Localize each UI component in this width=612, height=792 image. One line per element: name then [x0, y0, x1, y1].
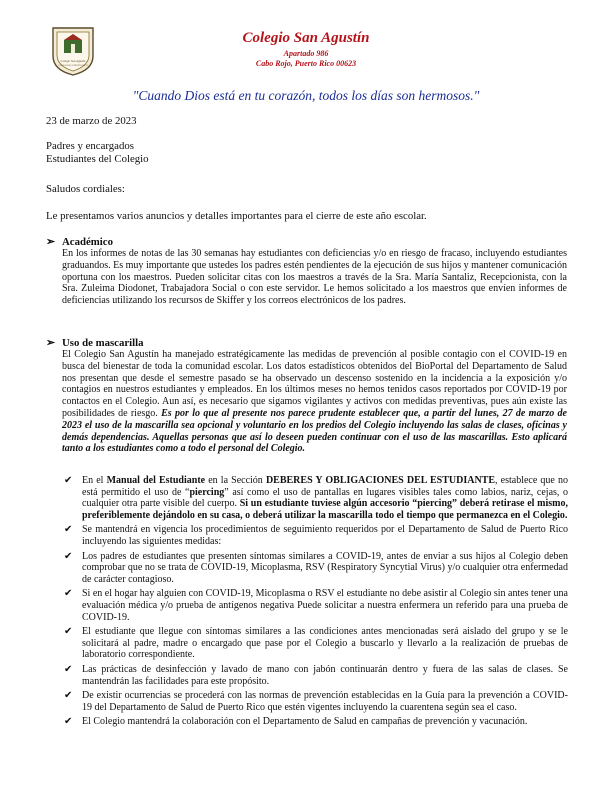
- measures-checklist: [62, 475, 568, 731]
- list-item: ✔ De existir ocurrencias se procederá con las normas de prevención establecidas en la Guía para la prevención a COVID-19 del Departamento de Salud de Puerto Rico que estén vigentes incluyendo la cuarentena según sea el caso.: [64, 690, 568, 713]
- list-item: ✔ Se mantendrá en vigencia los procedimientos de seguimiento requeridos por el Departamento de Salud de Puerto Rico incluyendo las siguientes medidas:: [64, 524, 568, 547]
- greeting: Saludos cordiales:: [46, 183, 125, 195]
- list-item: ✔ El Colegio mantendrá la colaboración con el Departamento de Salud en campañas de prevención y vacunación.: [64, 716, 528, 728]
- school-motto: "Cuando Dios está en tu corazón, todos los días son hermosos.": [132, 88, 480, 103]
- intro-text: Le presentamos varios anuncios y detalles importantes para el cierre de este año escolar.: [46, 210, 427, 222]
- checkmark-icon: ✔: [64, 663, 73, 675]
- list-item: ✔ Las prácticas de desinfección y lavado de mano con jabón continuarán dentro y fuera de las salas de clases. Se mantendrán las facilidades para este propósito.: [64, 663, 568, 687]
- mascarilla-body-plain: El Colegio San Agustín ha manejado estratégicamente las medidas de prevención al posible contagio con el COVID-19 en busca del bienestar de toda la comunidad escolar. Los datos estadísticos obtenidos del BioPortal del Departamento de Salud nos presentan que desde el semestre pasado se ha observado un descenso sostenido en la incidencia a la exposición y/o contagios en nuestros estudiantes y empleados. En los últimos meses no hemos tenidos casos reportados por COVID-19 por contactos en el Colegio. Aun así, es necesario que sigamos vigilantes y activos con medidas preventivas, pues aún existe las posibilidades de riesgo.: [62, 349, 567, 419]
- address-line-1: Apartado 986: [283, 49, 329, 58]
- checkmark-icon: ✔: [64, 550, 73, 562]
- section-mascarilla-title: Uso de mascarilla: [62, 337, 144, 349]
- list-item: ✔ El estudiante que llegue con síntomas similares a las condiciones antes mencionadas será aislado del grupo y se le solicitará al padre, madre o encargado que pase por el Colegio a buscarlo y llevarlo a la realización de pruebas de laboratorio correspondiente.: [64, 626, 568, 661]
- section-academico-heading: [46, 235, 113, 248]
- section-mascarilla-heading: [46, 336, 144, 349]
- checkmark-icon: ✔: [64, 475, 73, 486]
- list-item: ✔ Los padres de estudiantes que presenten síntomas similares a COVID-19, antes de enviar a sus hijos al Colegio deben comprobar que no se trata de COVID-19, Micoplasma, RSV (Respiratory Syncytial Virus) y/o cualquier otra enfermedad de carácter contagioso.: [64, 550, 568, 585]
- section-academico-title: Académico: [62, 236, 113, 248]
- arrow-bullet-icon: ➢: [46, 337, 56, 349]
- school-name: Colegio San Agustín: [242, 30, 370, 46]
- address-line-2: Cabo Rojo, Puerto Rico 00623: [255, 59, 357, 68]
- checkmark-icon: ✔: [64, 626, 73, 638]
- checkmark-icon: ✔: [64, 690, 73, 702]
- checkmark-icon: ✔: [64, 588, 73, 600]
- school-crest-icon: [50, 26, 96, 76]
- recipient-line-1: Padres y encargados: [46, 140, 134, 152]
- arrow-bullet-icon: ➢: [46, 236, 56, 248]
- section-mascarilla-body: [62, 349, 567, 455]
- checkmark-icon: ✔: [64, 524, 73, 536]
- recipient-line-2: Estudiantes del Colegio: [46, 153, 149, 165]
- letter-date: 23 de marzo de 2023: [46, 115, 137, 127]
- checkmark-icon: ✔: [64, 716, 73, 728]
- list-item: ✔ Si en el hogar hay alguien con COVID-19, Micoplasma o RSV el estudiante no debe asistir al Colegio sin antes tener una evaluación médica y/o prueba de antígenos negativa Puede solicitar a nuestra enfermera un referido para una prueba de COVID-19.: [64, 588, 568, 623]
- mascarilla-body-emphasis: Es por lo que al presente nos parece prudente establecer que, a partir del lunes, 27 de marzo de 2023 el uso de la mascarilla sea opcional y voluntario en los predios del Colegio incluyendo las salas de clases, oficinas y demás dependencias. Aquellas personas que así lo deseen pueden continuar con el uso de las mascarillas. Esto aplicará tanto a los estudiantes como a todo el personal del Colegio.: [62, 407, 567, 455]
- list-item: ✔ En el Manual del Estudiante en la Sección DEBERES Y OBLIGACIONES DEL ESTUDIANTE, establece que no está permitido el uso de “piercing” así como el uso de pantallas en lugares visibles tales como labios, nariz, cejas, o cualquier otra parte visible del cuerpo. Si un estudiante tuviese algún accesorio “piercing” deberá retirase el mismo, preferiblemente dejándolo en su casa, o deberá utilizar la mascarilla todo el tiempo que permanezca en el Colegio.: [64, 475, 569, 521]
- crest-text-bottom: CABO ROJO, PUERTO RICO: [58, 64, 88, 67]
- section-academico-body: En los informes de notas de las 30 semanas hay estudiantes con deficiencias y/o en riesgo de fracaso, incluyendo estudiantes graduandos. Es muy importante que ustedes los padres estén pendientes de la ejecución de sus hijos y mantener comunicación oportuna con los maestros. Pueden solicitar citas con los maestros a través de la Sra. María Santaliz, Recepcionista, con la Sra. Zuleima Diodonet, Trabajadora Social o con este servidor. Le hemos solicitado a los maestros que envíen informes de deficiencias utilizando los recursos de Skiffer y los correos electrónicos de los padres.: [62, 248, 567, 307]
- crest-text-top: Colegio San Agustín: [60, 59, 86, 63]
